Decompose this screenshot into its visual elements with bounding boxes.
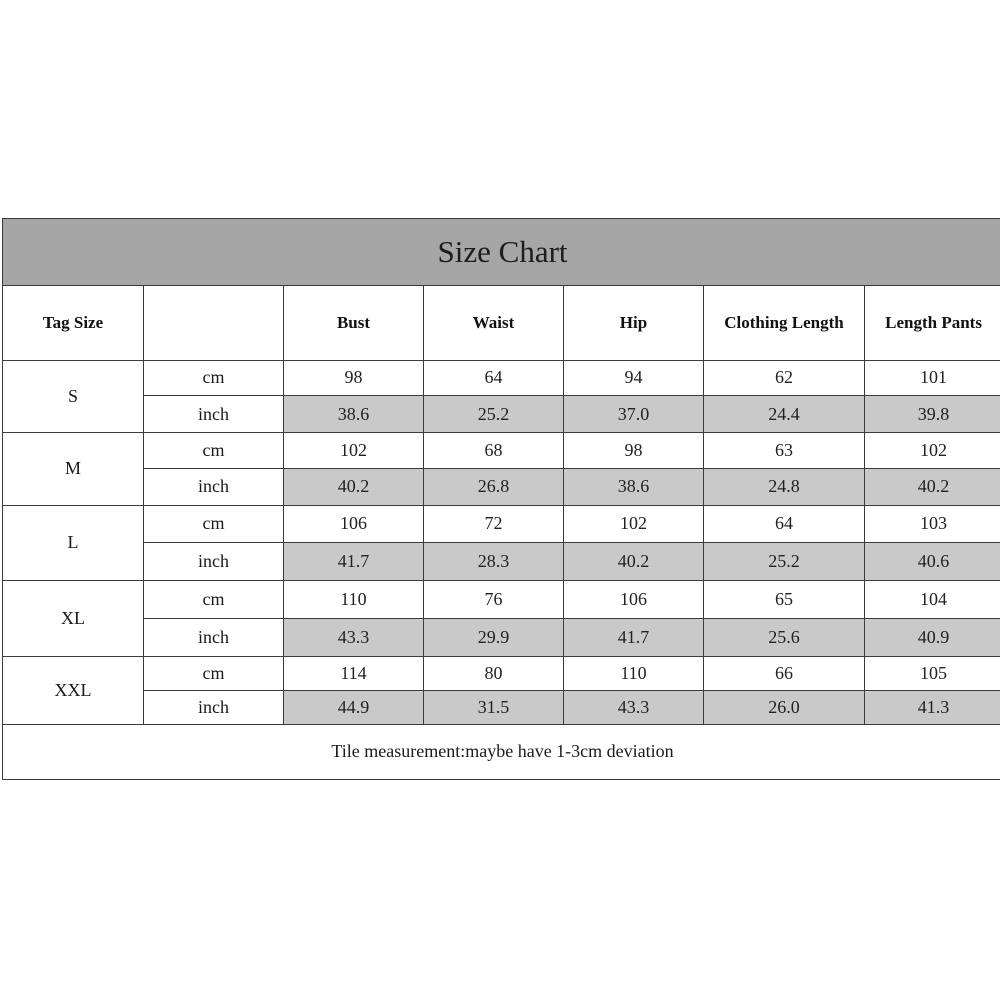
- size-label-xl: XL: [3, 580, 144, 656]
- column-header-clothing-length: Clothing Length: [704, 286, 865, 360]
- table-cell: 68: [424, 433, 564, 469]
- table-cell: 98: [284, 360, 424, 395]
- unit-label: cm: [144, 580, 284, 618]
- size-label-s: S: [3, 360, 144, 432]
- table-cell: 106: [284, 505, 424, 542]
- table-cell: 44.9: [284, 691, 424, 724]
- table-cell: 110: [564, 657, 704, 691]
- table-cell: 76: [424, 580, 564, 618]
- column-header-hip: Hip: [564, 286, 704, 360]
- table-cell: 37.0: [564, 395, 704, 432]
- table-cell: 105: [865, 657, 1000, 691]
- table-row-s-cm: [3, 360, 1000, 395]
- table-cell: 80: [424, 657, 564, 691]
- table-cell: 102: [865, 433, 1000, 469]
- table-cell: 43.3: [564, 691, 704, 724]
- table-cell: 43.3: [284, 619, 424, 657]
- table-row-l-inch: [3, 542, 1000, 580]
- table-cell: 39.8: [865, 395, 1000, 432]
- table-cell: 40.9: [865, 619, 1000, 657]
- table-cell: 106: [564, 580, 704, 618]
- table-cell: 25.2: [424, 395, 564, 432]
- size-label-xxl: XXL: [3, 657, 144, 724]
- table-row-xxl-cm: [3, 657, 1000, 691]
- table-cell: 65: [704, 580, 865, 618]
- table-cell: 26.0: [704, 691, 865, 724]
- table-cell: 24.4: [704, 395, 865, 432]
- table-row-xl-inch: [3, 619, 1000, 657]
- table-cell: 40.2: [865, 469, 1000, 505]
- unit-label: cm: [144, 360, 284, 395]
- unit-label: cm: [144, 505, 284, 542]
- column-header-waist: Waist: [424, 286, 564, 360]
- table-cell: 102: [284, 433, 424, 469]
- table-cell: 40.2: [564, 542, 704, 580]
- column-header-unit: [144, 286, 284, 360]
- unit-label: inch: [144, 542, 284, 580]
- table-cell: 26.8: [424, 469, 564, 505]
- unit-label: inch: [144, 469, 284, 505]
- table-cell: 25.6: [704, 619, 865, 657]
- table-cell: 94: [564, 360, 704, 395]
- table-cell: 31.5: [424, 691, 564, 724]
- table-row-xxl-inch: [3, 691, 1000, 724]
- table-row-m-cm: [3, 433, 1000, 469]
- unit-label: inch: [144, 395, 284, 432]
- table-row-l-cm: [3, 505, 1000, 542]
- table-row-m-inch: [3, 469, 1000, 505]
- chart-title: Size Chart: [3, 219, 1000, 286]
- unit-label: inch: [144, 619, 284, 657]
- table-cell: 41.7: [564, 619, 704, 657]
- table-cell: 41.3: [865, 691, 1000, 724]
- table-cell: 98: [564, 433, 704, 469]
- table-cell: 104: [865, 580, 1000, 618]
- table-cell: 25.2: [704, 542, 865, 580]
- unit-label: cm: [144, 657, 284, 691]
- column-header-bust: Bust: [284, 286, 424, 360]
- table-cell: 101: [865, 360, 1000, 395]
- header-row: [3, 286, 1000, 360]
- table-cell: 66: [704, 657, 865, 691]
- table-cell: 28.3: [424, 542, 564, 580]
- unit-label: inch: [144, 691, 284, 724]
- table-cell: 72: [424, 505, 564, 542]
- table-cell: 62: [704, 360, 865, 395]
- table-cell: 38.6: [564, 469, 704, 505]
- table-cell: 110: [284, 580, 424, 618]
- table-cell: 64: [424, 360, 564, 395]
- table-row-s-inch: [3, 395, 1000, 432]
- size-label-l: L: [3, 505, 144, 580]
- table-cell: 41.7: [284, 542, 424, 580]
- size-table: [2, 218, 1000, 780]
- column-header-length-pants: Length Pants: [865, 286, 1000, 360]
- table-cell: 29.9: [424, 619, 564, 657]
- table-cell: 102: [564, 505, 704, 542]
- unit-label: cm: [144, 433, 284, 469]
- table-cell: 63: [704, 433, 865, 469]
- table-cell: 38.6: [284, 395, 424, 432]
- table-cell: 24.8: [704, 469, 865, 505]
- table-cell: 64: [704, 505, 865, 542]
- table-cell: 114: [284, 657, 424, 691]
- table-cell: 40.2: [284, 469, 424, 505]
- table-cell: 103: [865, 505, 1000, 542]
- column-header-tag-size: Tag Size: [3, 286, 144, 360]
- size-chart: [2, 218, 1000, 780]
- size-label-m: M: [3, 433, 144, 505]
- table-row-xl-cm: [3, 580, 1000, 618]
- table-cell: 40.6: [865, 542, 1000, 580]
- measurement-note: Tile measurement:maybe have 1-3cm deviation: [3, 724, 1000, 779]
